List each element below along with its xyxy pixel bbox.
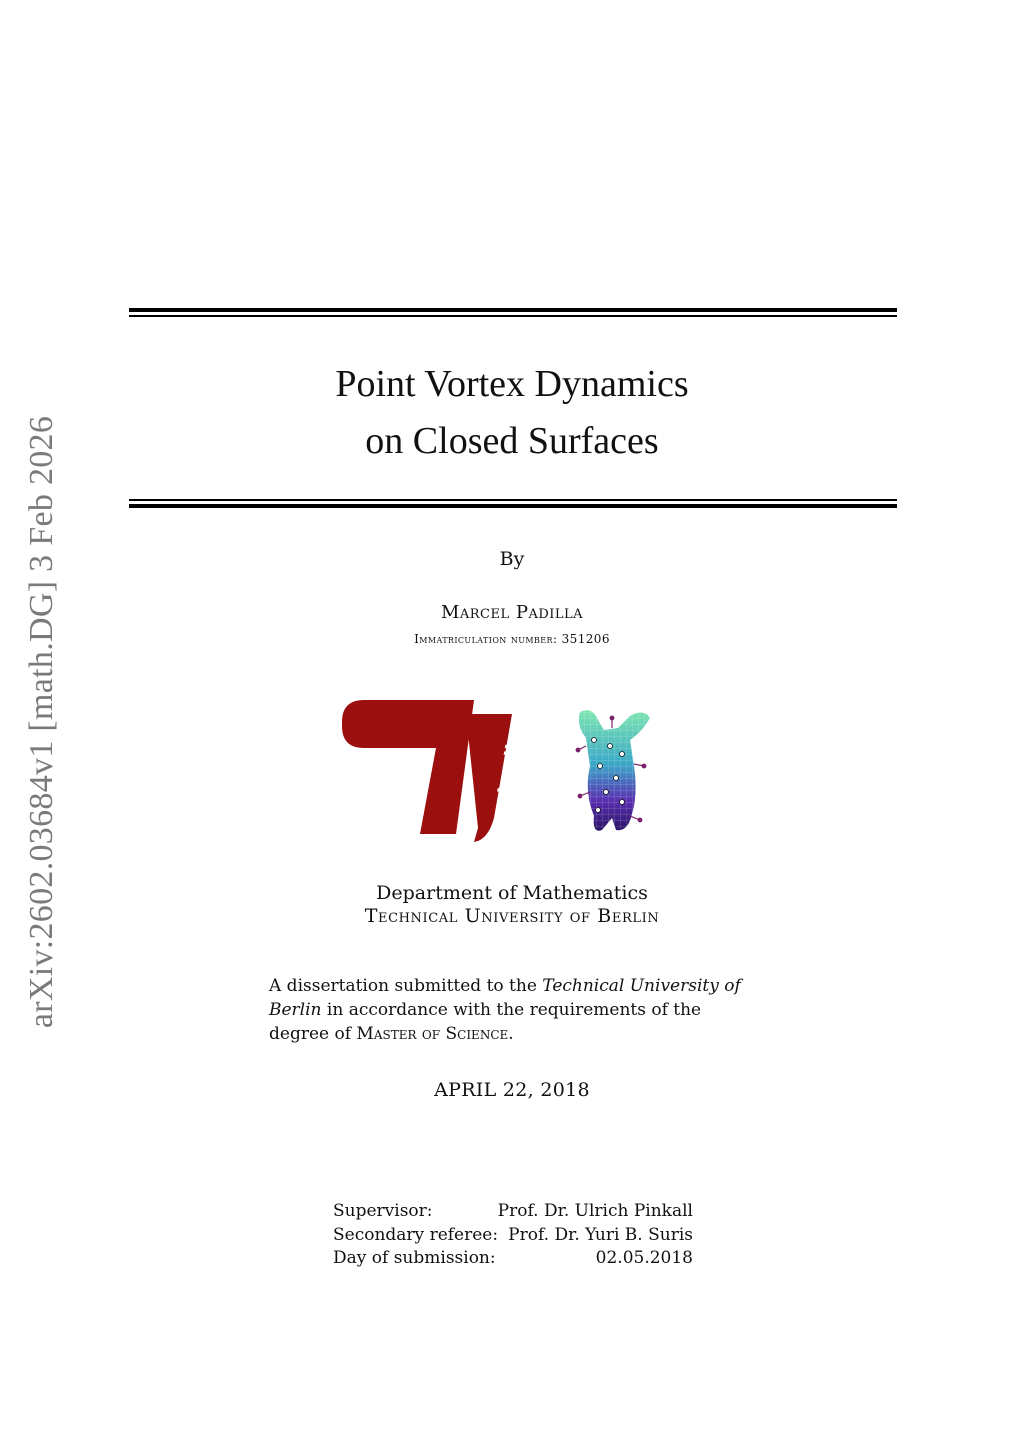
author-name: Marcel Padilla: [440, 602, 584, 623]
thesis-title: [0, 356, 1024, 470]
bunny-mesh-icon: [572, 706, 656, 838]
top-rule: [129, 308, 897, 317]
department-block: [0, 882, 1024, 928]
university-name: Technical University of Berlin: [364, 905, 660, 927]
signature-row: [333, 1248, 693, 1272]
submission-date: APRIL 22, 2018: [434, 1079, 590, 1101]
signature-label: Supervisor:: [333, 1201, 433, 1221]
title-line-2: on Closed Surfaces: [365, 420, 659, 462]
arxiv-stamp: arXiv:2602.03684v1 [math.DG] 3 Feb 2026: [23, 415, 60, 1029]
signature-row: [333, 1201, 693, 1225]
immatriculation-label: Immatriculation number:: [414, 632, 558, 646]
bottom-rule: [129, 499, 897, 508]
diss-university: Technical University of Berlin: [269, 976, 741, 1020]
diss-degree: Master of Science: [356, 1024, 509, 1044]
signature-label: Day of submission:: [333, 1248, 496, 1268]
signature-table: [333, 1201, 693, 1272]
tu-logo-shape: [342, 700, 512, 842]
signature-row: [333, 1225, 693, 1249]
signature-label: Secondary referee:: [333, 1224, 499, 1245]
immatriculation-line: [0, 632, 1024, 646]
department-name: Department of Mathematics: [376, 882, 648, 904]
diss-post: in accordance with the requirements of the degree of: [269, 1000, 702, 1044]
dissertation-statement: [269, 974, 759, 1046]
signature-value: Prof. Dr. Ulrich Pinkall: [497, 1201, 693, 1221]
signature-value: Prof. Dr. Yuri B. Suris: [508, 1224, 693, 1245]
by-label: By: [499, 548, 525, 570]
diss-pre: A dissertation submitted to the: [269, 976, 543, 996]
immatriculation-number: 351206: [561, 632, 610, 646]
tu-berlin-logo: [342, 700, 542, 850]
diss-end: .: [508, 1024, 514, 1044]
signature-value: 02.05.2018: [595, 1248, 693, 1268]
title-line-1: Point Vortex Dynamics: [335, 363, 689, 405]
berlin-logo-text: berlin: [493, 728, 532, 798]
